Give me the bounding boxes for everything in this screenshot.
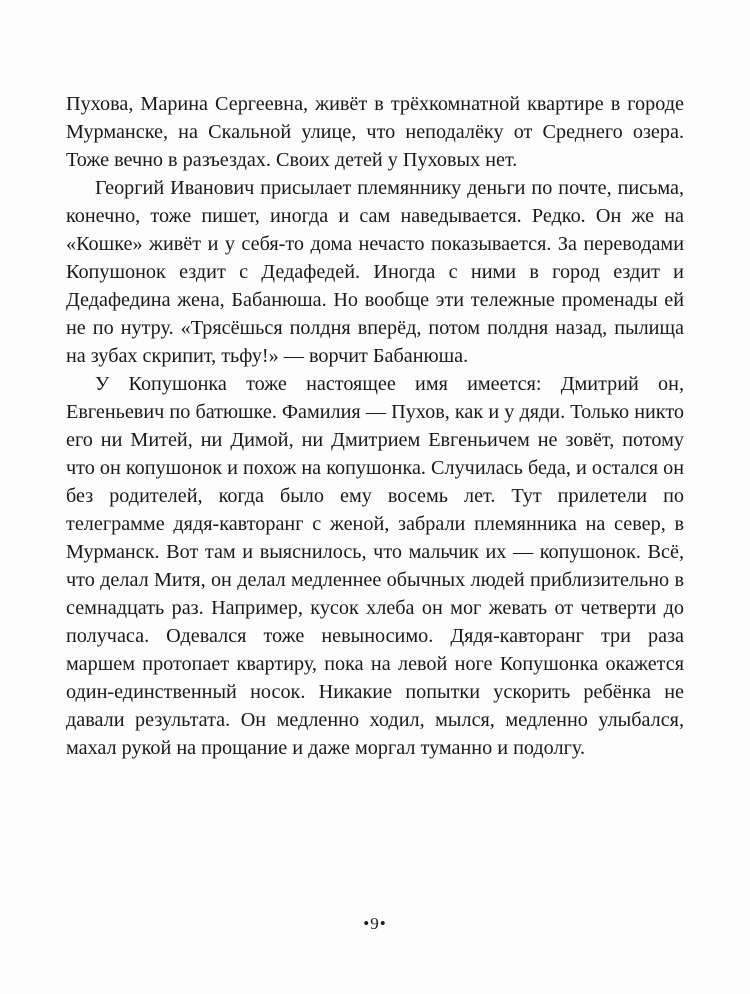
paragraph-1: Пухова, Марина Сергеевна, живёт в трёхкомнатной квартире в городе Мурманске, на Скальной улице, что неподалёку от Среднего озера. Тоже вечно в разъездах. Своих детей у Пуховых нет. — [66, 93, 684, 171]
page-text-block — [66, 90, 684, 762]
page-footer — [0, 914, 750, 934]
page-number: •9• — [363, 914, 387, 933]
paragraph-3: У Копушонка тоже настоящее имя имеется: Дмитрий он, Евгеньевич по батюшке. Фамилия — Пухов, как и у дяди. Только никто его ни Митей, ни Димой, ни Дмитрием Евгеньичем не зовёт, потому что он копушонок и похож на копушонка. Случилась беда, и остался он без родителей, когда было ему восемь лет. Тут прилетели по телеграмме дядя-кавторанг с женой, забрали племянника на север, в Мурманск. Вот там и выяснилось, что мальчик их — копушонок. Всё, что делал Митя, он делал медленнее обычных людей приблизительно в семнадцать раз. Например, кусок хлеба он мог жевать от четверти до получаса. Одевался тоже невыносимо. Дядя-кавторанг три раза маршем протопает квартиру, пока на левой ноге Копушонка окажется один-единственный носок. Никакие попытки ускорить ребёнка не давали результата. Он медленно ходил, мылся, медленно улыбался, махал рукой на прощание и даже моргал туманно и подолгу. — [66, 373, 684, 759]
paragraph-2: Георгий Иванович присылает племяннику деньги по почте, письма, конечно, тоже пишет, иногда и сам наведывается. Редко. Он же на «Кошке» живёт и у себя-то дома нечасто показывается. За переводами Копушонок ездит с Дедафедей. Иногда с ними в город ездит и Дедафедина жена, Бабанюша. Но вообще эти тележные променады ей не по нутру. «Трясёшься полдня вперёд, потом полдня назад, пылища на зубах скрипит, тьфу!» — ворчит Бабанюша. — [66, 177, 684, 367]
